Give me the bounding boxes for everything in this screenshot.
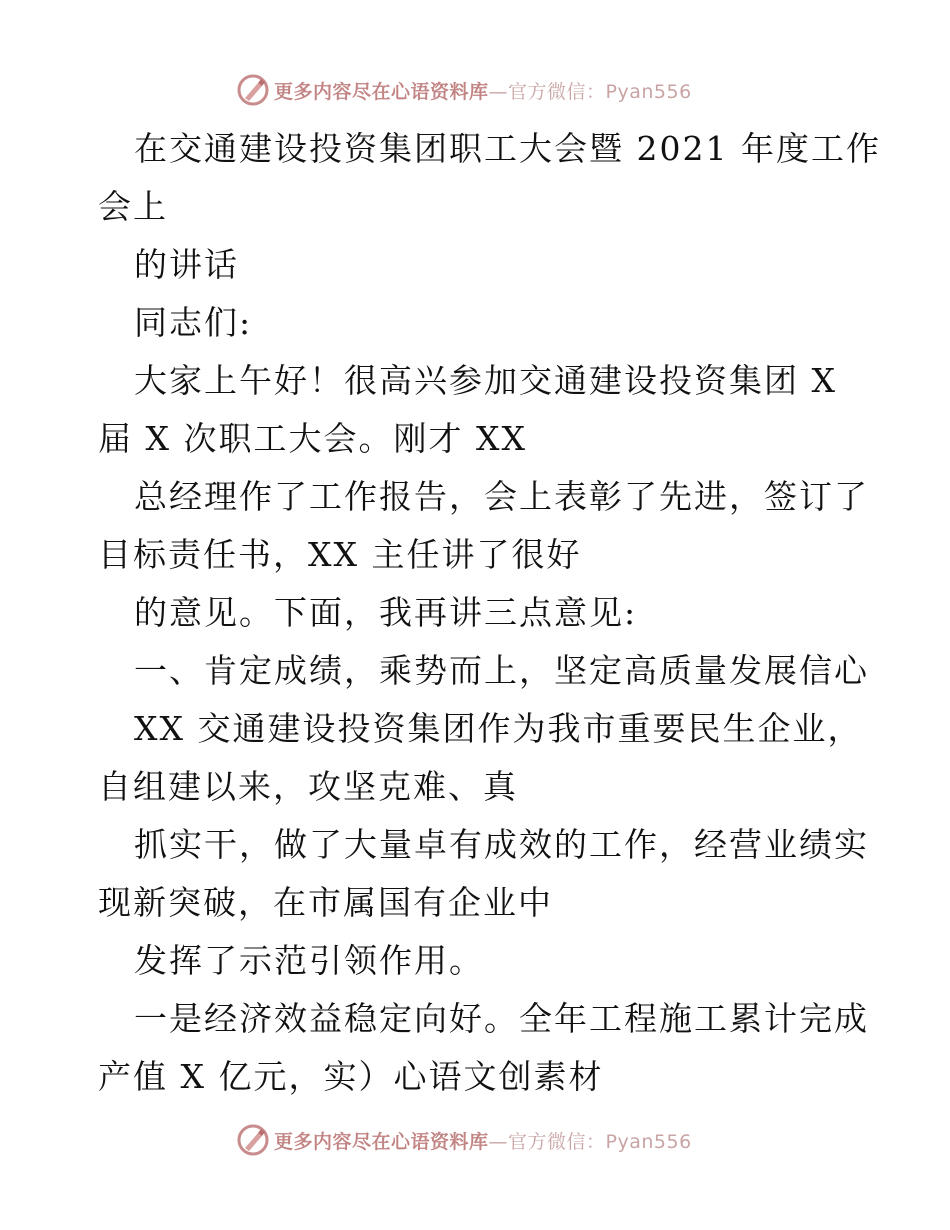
text-line: 总经理作了工作报告，会上表彰了先进，签订了	[134, 477, 869, 516]
text-line: 自组建以来，攻坚克难、真	[98, 767, 518, 806]
text-line: 现新突破，在市属国有企业中	[98, 883, 553, 922]
text-line: XX 交通建设投资集团作为我市重要民生企业，	[134, 709, 863, 748]
watermark-separator: —	[488, 80, 509, 103]
watermark-tail: 官方微信：Pyan556	[508, 1130, 692, 1153]
header-watermark	[236, 72, 692, 108]
document-body	[98, 120, 881, 1106]
section-heading: 一、肯定成绩，乘势而上，坚定高质量发展信心	[134, 651, 869, 690]
text-line: 大家上午好！很高兴参加交通建设投资集团 X	[134, 361, 837, 400]
text-line: 届 X 次职工大会。刚才 XX	[98, 419, 527, 458]
footer-watermark	[236, 1122, 692, 1158]
text-line: 的讲话	[134, 245, 239, 284]
watermark-text	[274, 1127, 692, 1154]
watermark-main: 更多内容尽在心语资料库	[274, 1130, 489, 1153]
text-line: 会上	[98, 187, 168, 226]
text-line: 目标责任书，XX 主任讲了很好	[98, 535, 582, 574]
text-line: 同志们:	[134, 303, 253, 342]
pen-logo-icon	[236, 73, 270, 107]
watermark-text	[274, 77, 692, 104]
text-line: 产值 X 亿元，实）心语文创素材	[98, 1057, 604, 1096]
text-line: 在交通建设投资集团职工大会暨 2021 年度工作	[134, 129, 881, 168]
watermark-main: 更多内容尽在心语资料库	[274, 80, 489, 103]
text-line: 一是经济效益稳定向好。全年工程施工累计完成	[134, 999, 869, 1038]
text-line: 的意见。下面，我再讲三点意见:	[134, 593, 638, 632]
watermark-tail: 官方微信：Pyan556	[508, 80, 692, 103]
text-line: 抓实干，做了大量卓有成效的工作，经营业绩实	[134, 825, 869, 864]
watermark-separator: —	[488, 1130, 509, 1153]
pen-logo-icon	[236, 1123, 270, 1157]
text-line: 发挥了示范引领作用。	[134, 941, 484, 980]
